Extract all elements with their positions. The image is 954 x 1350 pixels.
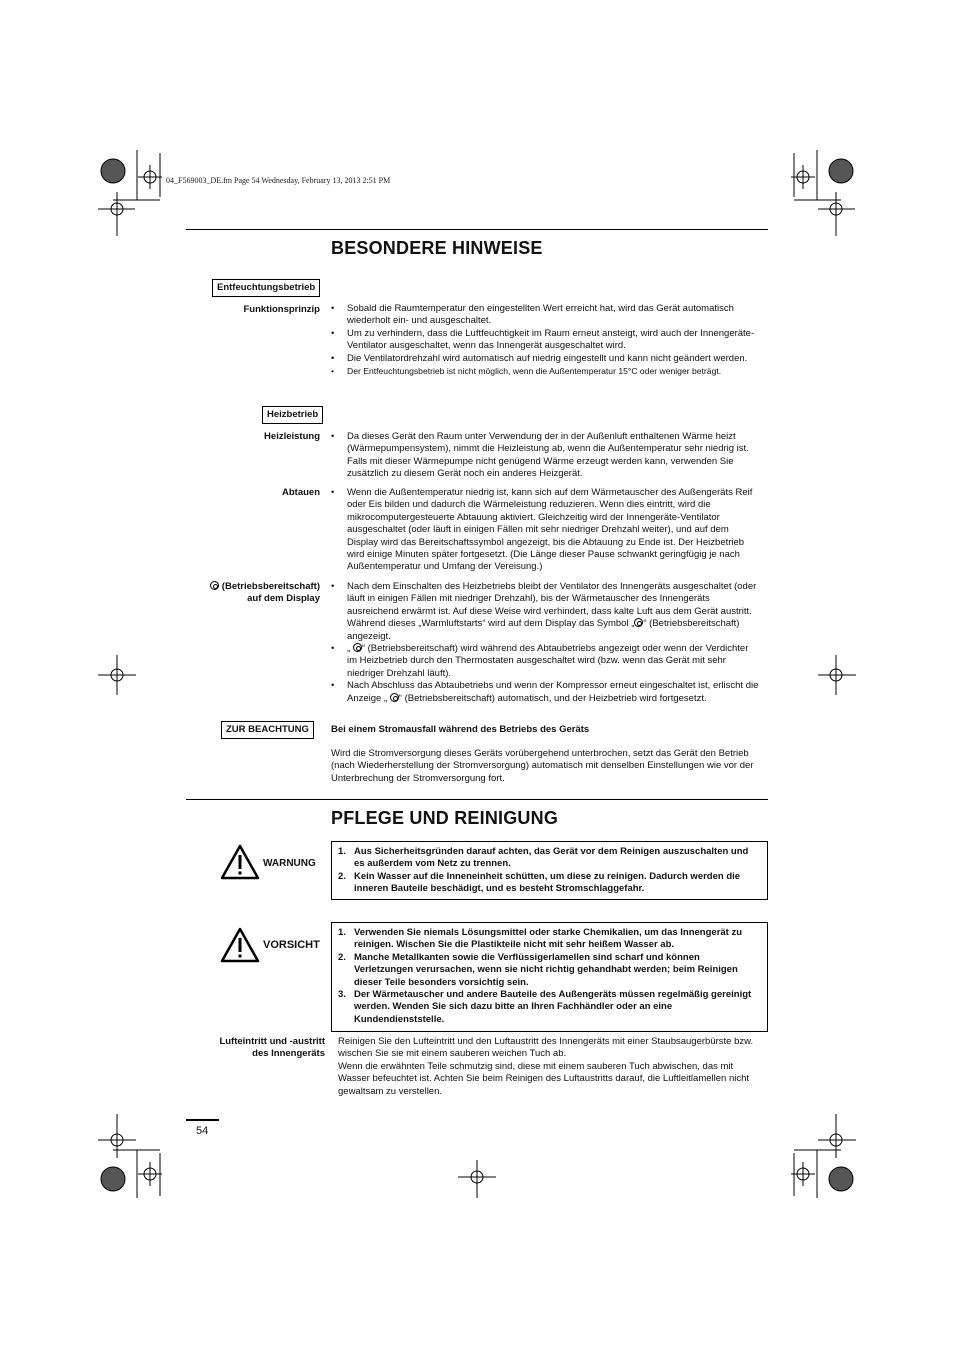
defrost-text: [331, 487, 761, 574]
label-standby: [186, 581, 320, 605]
list-item: • Da dieses Gerät den Raum unter Verwendung der in der Außenluft enthaltenen Wärme heizt (Wärmepumpensystem), nimmt die Heizleistung ab, wenn die Außentemperatur sehr niedrig ist. Falls mit dieser Wärmepumpe nicht genügend Wärme erzeugt werden kann, verwenden Sie zusätzlich zu diesem Gerät noch ein anderes Heizgerät.: [331, 431, 761, 481]
principle-list: [331, 303, 761, 377]
standby-item3-a: Nach Abschluss das Abtaubetriebs und wenn der Kompressor erneut eingeschaltet ist, erlischt die Anzeige „: [347, 680, 759, 704]
caution-triangle-icon: [220, 927, 260, 963]
standby-label-line2: auf dem Display: [247, 593, 320, 604]
standby-item1-a: Nach dem Einschalten des Heizbetriebs bleibt der Ventilator des Innengeräts ausgeschaltet (oder läuft in einigen Fällen mit niedriger Drehzahl), bis der Wärmetauscher des Innengeräts ausreichend erwärmt ist. Auf diese Weise wird verhindert, dass kalte Luft aus dem Gerät austritt. Während dieses „Warmluftstarts“ wird auf dem Display das Symbol „: [347, 581, 757, 630]
standby-item2-b: “ (Betriebsbereitschaft) wird während des Abtaubetriebs angezeigt oder wenn der Verdichter im Heizbetrieb durch den Thermostaten ausgeschaltet wird (bzw. wenn das Gerät mit sehr niedriger Drehzahl läuft).: [347, 643, 749, 679]
standby-item1-b: “ (Betriebsbereitschaft) angezeigt.: [347, 618, 740, 642]
air-text-1: Reinigen Sie den Lufteintritt und den Luftaustritt des Innengeräts mit einer Staubsaugerbürste bzw. wischen Sie sie mit einem sauberen weichen Tuch ab.: [338, 1036, 754, 1060]
warning-box: [331, 841, 768, 900]
standby-item3-b: “ (Betriebsbereitschaft) automatisch, und der Heizbetrieb wird fortgesetzt.: [398, 692, 707, 704]
warning-triangle-icon: [220, 844, 260, 880]
standby-icon: [353, 643, 362, 652]
page-number: 54: [196, 1125, 209, 1137]
standby-item2-a: „: [347, 643, 351, 655]
list-item: 1. Aus Sicherheitsgründen darauf achten, das Gerät vor dem Reinigen auszuschalten und es außerdem vom Netz zu trennen.: [338, 846, 749, 870]
list-item: • Die Ventilatordrehzahl wird automatisch auf niedrig eingestellt und kann nicht geändert werden.: [331, 353, 761, 365]
section-title-pflege-und-reinigung: PFLEGE UND REINIGUNG: [331, 808, 559, 828]
list-item: 1. Verwenden Sie niemals Lösungsmittel oder starke Chemikalien, um das Innengerät zu reinigen. Wischen Sie die Plastikteile nicht mit sehr heißem Wasser ab.: [338, 927, 743, 951]
tag-entfeuchtungsbetrieb: Entfeuchtungsbetrieb: [212, 279, 320, 297]
page-number-rule: [186, 1119, 219, 1121]
file-header: 04_F569003_DE.fm Page 54 Wednesday, February 13, 2013 2:51 PM: [166, 176, 391, 185]
warning-label: WARNUNG: [263, 858, 316, 869]
standby-icon: [390, 693, 399, 702]
list-item: 2. Manche Metallkanten sowie die Verflüssigerlamellen sind scharf und können Verletzungen verursachen, wenn sie nicht richtig gehandhabt werden; beim Reinigen dieser Teile besonders vorsichtig sein.: [338, 951, 738, 988]
standby-label-line1: (Betriebsbereitschaft): [221, 581, 320, 592]
list-item: 3. Der Wärmetauscher und andere Bauteile des Außengeräts müssen regelmäßig gereinigt werden. Wenden Sie sich dazu bitte an Ihren Fachhändler oder an eine Kundendienststelle.: [338, 989, 752, 1025]
list-item: [331, 680, 761, 705]
note-text: Wird die Stromversorgung dieses Geräts vorübergehend unterbrochen, setzt das Gerät den Betrieb (nach Wiederherstellung der Stromversorgung) automatisch mit denselben Einstellungen wie vor der Unterbrechung der Stromversorgung fort.: [331, 748, 754, 784]
list-item: [331, 643, 761, 680]
list-item: [331, 581, 761, 643]
section-divider-top: [186, 229, 768, 230]
list-item: • Der Entfeuchtungsbetrieb ist nicht möglich, wenn die Außentemperatur 15°C oder weniger beträgt.: [331, 365, 761, 377]
caution-box: [331, 922, 768, 1032]
tag-zur-beachtung: ZUR BEACHTUNG: [221, 721, 314, 739]
note-heading: Bei einem Stromausfall während des Betriebs des Geräts: [331, 724, 590, 735]
label-abtauen: Abtauen: [282, 487, 320, 498]
section-divider-middle: [186, 799, 768, 800]
heating-text: [331, 431, 761, 481]
label-heizleistung: Heizleistung: [264, 431, 320, 442]
air-text: [338, 1036, 764, 1098]
label-funktionsprinzip: Funktionsprinzip: [243, 304, 320, 315]
caution-label: VORSICHT: [263, 939, 320, 951]
standby-list: [331, 581, 761, 705]
label-lufteintritt: Lufteintritt und -austritt des Innengeräts: [219, 1036, 325, 1059]
air-text-2: Wenn die erwähnten Teile schmutzig sind, diese mit einem sauberen Tuch abwischen, das mit Wasser befeuchtet ist. Achten Sie beim Reinigen des Luftaustritts darauf, die Luftleitlamellen nicht gewaltsam zu verstellen.: [338, 1060, 750, 1097]
standby-icon: [210, 581, 219, 590]
list-item: • Wenn die Außentemperatur niedrig ist, kann sich auf dem Wärmetauscher des Außengeräts Reif oder Eis bilden und dadurch die Wärmeleistung reduzieren. Wenn dies eintritt, wird die mikrocomputergesteuerte Abtauung aktiviert. Gleichzeitig wird der Innengeräte-Ventilator ausgeschaltet (oder läuft in einigen Fällen mit sehr niedriger Drehzahl weiter), und auf dem Display wird das Bereitschaftssymbol angezeigt, bis die Abtauung zu Ende ist. Der Heizbetrieb wird einige Minuten später fortgesetzt. (Die Länge dieser Pause schwankt geringfügig je nach Außentemperatur und Umfang der Vereisung.): [331, 487, 761, 574]
list-item: • Sobald die Raumtemperatur den eingestellten Wert erreicht hat, wird das Gerät automatisch wiederholt ein- und ausgeschaltet.: [331, 303, 761, 328]
list-item: • Um zu verhindern, dass die Luftfeuchtigkeit im Raum erneut ansteigt, wird auch der Innengeräte-Ventilator ausgeschaltet, wenn das Innengerät ausgeschaltet wird.: [331, 328, 761, 353]
tag-heizbetrieb: Heizbetrieb: [262, 406, 323, 424]
list-item: 2. Kein Wasser auf die Inneneinheit schütten, um diese zu reinigen. Dadurch werden die inneren Bauteile beschädigt, und es besteht Stromschlaggefahr.: [338, 870, 741, 895]
section-title-besondere-hinweise: BESONDERE HINWEISE: [331, 238, 543, 258]
